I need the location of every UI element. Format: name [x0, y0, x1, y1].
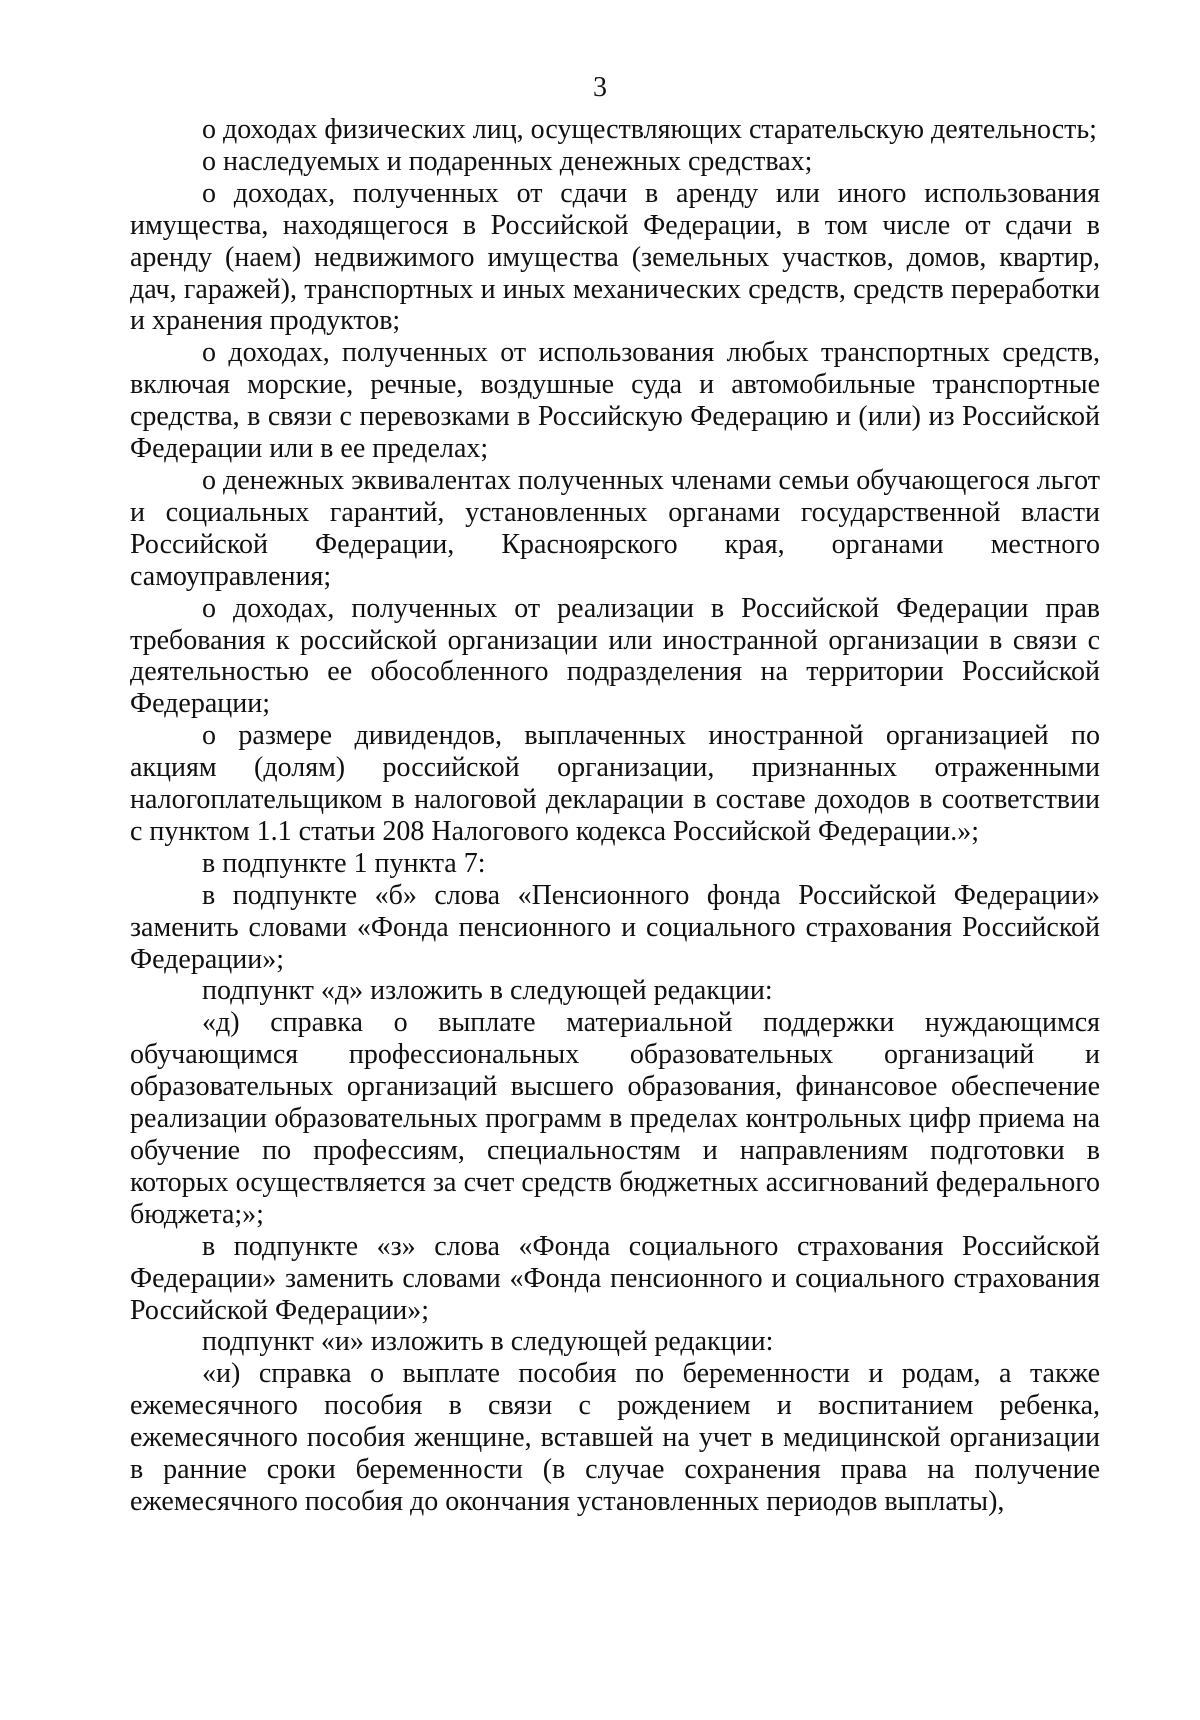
paragraph-prospecting-income: о доходах физических лиц, осуществляющих старательскую деятельность;	[202, 114, 1097, 145]
paragraph-subclause-d-intro: подпункт «д» изложить в следующей редакции:	[202, 975, 773, 1007]
paragraph-transport-income: о доходах, полученных от использования любых транспортных средств, включая морские, речные, воздушные суда и автомобильные транспортные средства, в связи с перевозками в Российскую Федерацию и (или) из Российской Федерации или в ее пределах;	[130, 337, 1100, 465]
paragraph-subclause-z: в подпункте «з» слова «Фонда социального страхования Российской Федерации» заменить словами «Фонда пенсионного и социального страхования Российской Федерации»;	[130, 1230, 1100, 1326]
page-number: 3	[593, 72, 607, 103]
document-body	[130, 114, 1100, 1518]
paragraph-subclause-d-text: «д) справка о выплате материальной поддержки нуждающимся обучающимся профессиональных образовательных организаций и образовательных организаций высшего образования, финансовое обеспечение реализации образовательных программ в пределах контрольных цифр приема на обучение по профессиям, специальностям и направлениям подготовки в которых осуществляется за счет средств бюджетных ассигнований федерального бюджета;»;	[130, 1007, 1100, 1230]
paragraph-subclause-1-item-7: в подпункте 1 пункта 7:	[202, 847, 486, 879]
paragraph-benefit-equivalents: о денежных эквивалентах полученных членами семьи обучающегося льгот и социальных гарантий, установленных органами государственной власти Российской Федерации, Красноярского края, органами местного самоуправления;	[130, 464, 1100, 592]
paragraph-rental-income: о доходах, полученных от сдачи в аренду или иного использования имущества, находящегося в Российской Федерации, в том числе от сдачи в аренду (наем) недвижимого имущества (земельных участков, домов, квартир, дач, гаражей), транспортных и иных механических средств, средств переработки и хранения продуктов;	[130, 177, 1100, 337]
paragraph-dividends: о размере дивидендов, выплаченных иностранной организацией по акциям (долям) российской организации, признанных отраженными налогоплательщиком в налоговой декларации в составе доходов в соответствии с пунктом 1.1 статьи 208 Налогового кодекса Российской Федерации.»;	[130, 720, 1100, 847]
paragraph-subclause-b: в подпункте «б» слова «Пенсионного фонда Российской Федерации» заменить словами «Фонда пенсионного и социального страхования Российской Федерации»;	[130, 879, 1100, 975]
paragraph-subclause-i-text: «и) справка о выплате пособия по беременности и родам, а также ежемесячного пособия в связи с рождением и воспитанием ребенка, ежемесячного пособия женщине, вставшей на учет в медицинской организации в ранние сроки беременности (в случае сохранения права на получение ежемесячного пособия до окончания установленных периодов выплаты),	[130, 1358, 1100, 1517]
paragraph-inherited-funds: о наследуемых и подаренных денежных средствах;	[202, 145, 813, 177]
paragraph-subclause-i-intro: подпункт «и» изложить в следующей редакции:	[202, 1326, 774, 1358]
paragraph-claim-rights-income: о доходах, полученных от реализации в Российской Федерации прав требования к российской организации или иностранной организации в связи с деятельностью ее обособленного подразделения на территории Российской Федерации;	[130, 592, 1100, 720]
